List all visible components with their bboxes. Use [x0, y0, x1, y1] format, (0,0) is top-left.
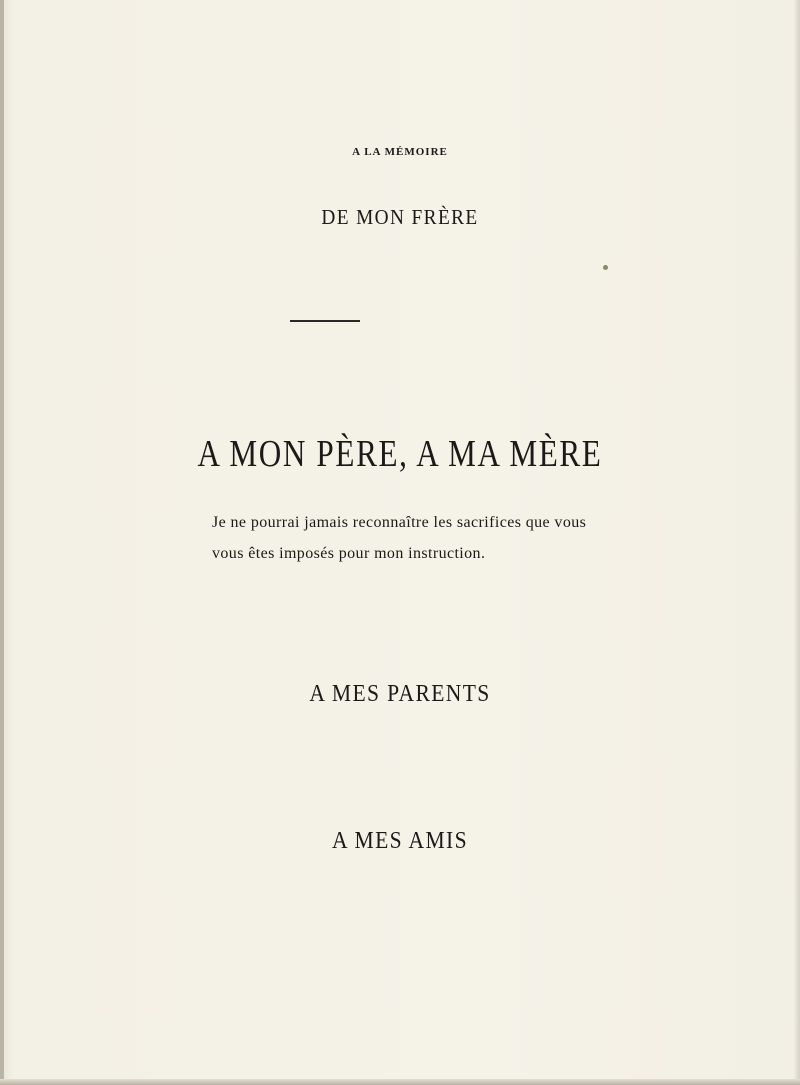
page-right-edge	[794, 0, 800, 1085]
separator-rule	[290, 320, 360, 322]
parents-dedication-heading: A MON PÈRE, A MA MÈRE	[197, 433, 603, 475]
friends-dedication: A MES AMIS	[332, 828, 468, 854]
parents-text-line-1: Je ne pourrai jamais reconnaître les sacrifices que vous	[212, 514, 587, 531]
parents-text-line-2: vous êtes imposés pour mon instruction.	[212, 545, 486, 562]
paper-speck	[603, 265, 608, 270]
page-bottom-edge	[0, 1079, 800, 1085]
family-dedication: A MES PARENTS	[309, 681, 491, 707]
page-left-edge	[0, 0, 4, 1085]
parents-dedication-text	[212, 507, 587, 569]
brother-dedication: DE MON FRÈRE	[321, 205, 479, 229]
memory-dedication: A LA MÉMOIRE	[352, 146, 448, 158]
